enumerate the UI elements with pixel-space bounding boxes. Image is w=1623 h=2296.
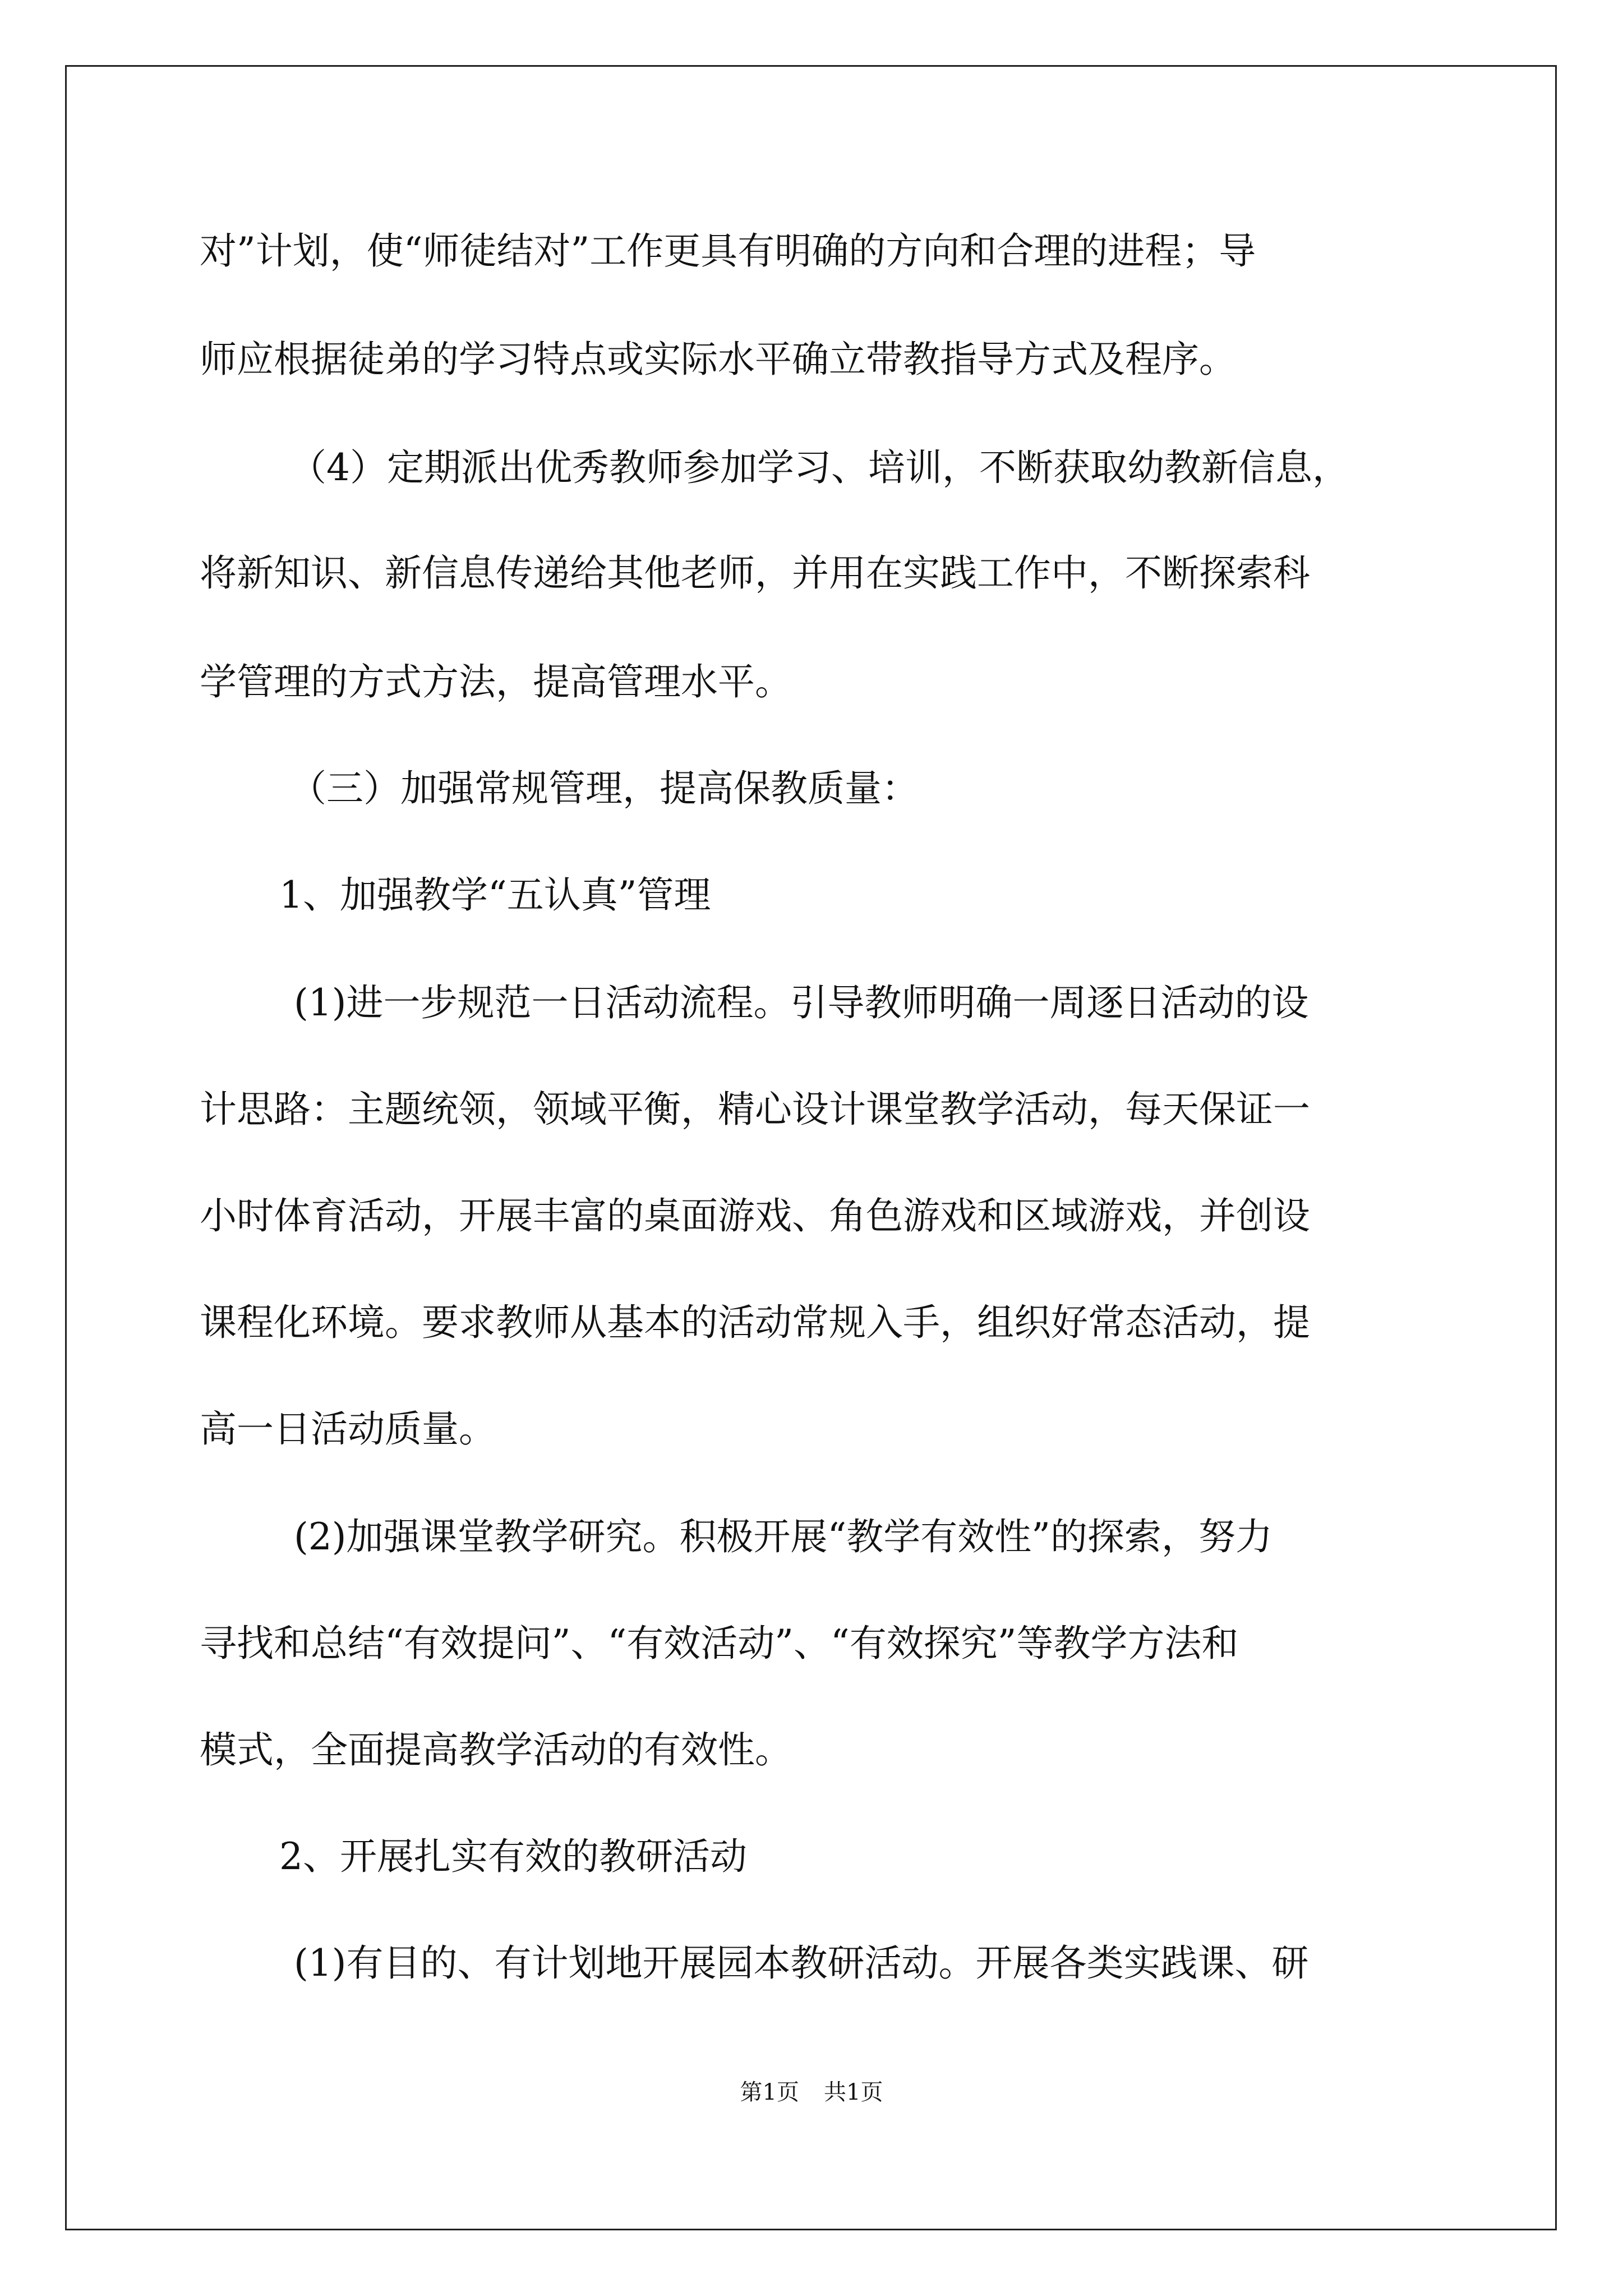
paragraph-line: (1)有目的、有计划地开展园本教研活动。开展各类实践课、研 xyxy=(294,1941,1309,1985)
page-number: 第1页 xyxy=(740,2079,799,2105)
paragraph-line: 将新知识、新信息传递给其他老师，并用在实践工作中，不断探索科 xyxy=(200,551,1310,595)
paragraph-line: (2)加强课堂教学研究。积极开展“教学有效性”的探索，努力 xyxy=(294,1515,1272,1558)
paragraph-line: （4）定期派出优秀教师参加学习、培训，不断获取幼教新信息， xyxy=(289,446,1349,489)
paragraph-line: 课程化环境。要求教师从基本的活动常规入手，组织好常态活动，提 xyxy=(200,1301,1310,1344)
section-heading: （三）加强常规管理，提高保教质量： xyxy=(289,767,919,810)
paragraph-line: 计思路：主题统领，领域平衡，精心设计课堂教学活动，每天保证一 xyxy=(200,1088,1310,1131)
page-border xyxy=(65,65,1557,2230)
paragraph-line: 学管理的方式方法，提高管理水平。 xyxy=(200,660,792,703)
paragraph-line: 师应根据徒弟的学习特点或实际水平确立带教指导方式及程序。 xyxy=(200,338,1236,381)
page-total: 共1页 xyxy=(824,2079,883,2105)
paragraph-line: 对”计划，使“师徒结对”工作更具有明确的方向和合理的进程；导 xyxy=(200,229,1256,273)
subsection-heading: 1、加强教学“五认真”管理 xyxy=(279,873,711,917)
paragraph-line: (1)进一步规范一日活动流程。引导教师明确一周逐日活动的设 xyxy=(294,981,1309,1024)
page-footer xyxy=(0,2078,1623,2106)
paragraph-line: 寻找和总结“有效提问”、“有效活动”、“有效探究”等教学方法和 xyxy=(200,1622,1239,1665)
subsection-heading: 2、开展扎实有效的教研活动 xyxy=(279,1835,747,1878)
paragraph-line: 模式，全面提高教学活动的有效性。 xyxy=(200,1728,792,1772)
paragraph-line: 高一日活动质量。 xyxy=(200,1407,496,1451)
paragraph-line: 小时体育活动，开展丰富的桌面游戏、角色游戏和区域游戏，并创设 xyxy=(200,1194,1310,1237)
